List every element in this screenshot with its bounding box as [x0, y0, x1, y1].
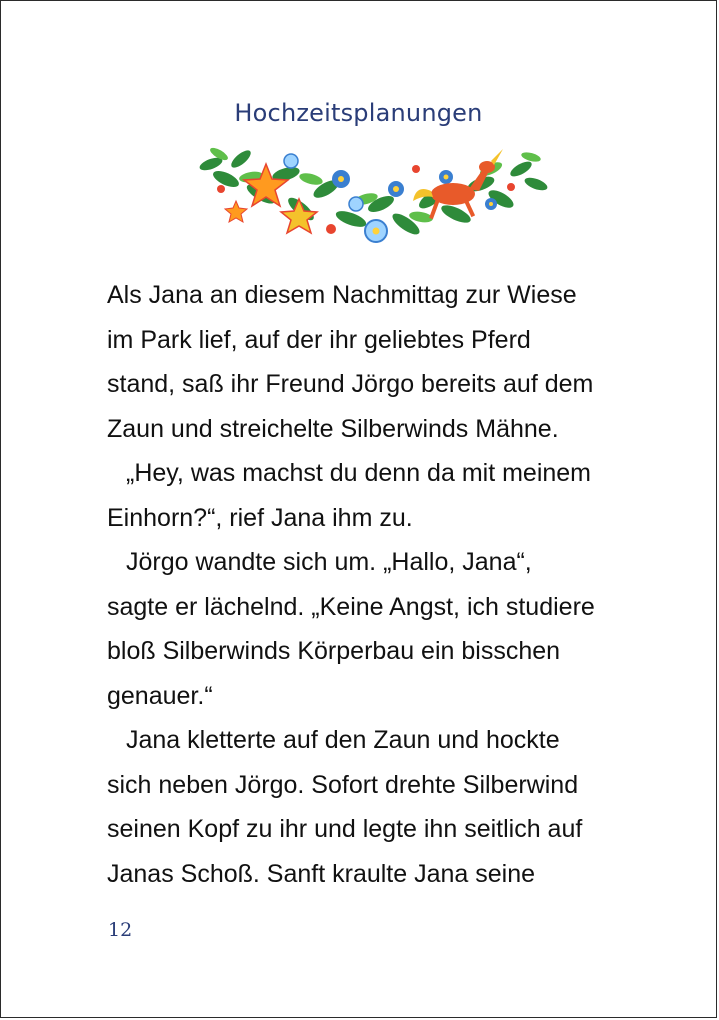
text-line: Zaun und streichelte Silberwinds Mähne. [107, 414, 559, 443]
floral-garland-icon [191, 139, 551, 254]
text-line: sich neben Jörgo. Sofort drehte Silberwind [107, 770, 579, 799]
text-line: im Park lief, auf der ihr geliebtes Pferd [107, 325, 531, 354]
story-text [107, 273, 627, 896]
text-line: Janas Schoß. Sanft kraulte Jana seine [107, 859, 536, 888]
text-line: Als Jana an diesem Nachmittag zur Wiese [107, 281, 577, 309]
text-line: seinen Kopf zu ihr und legte ihn seitlich auf [107, 815, 583, 843]
text-line: bloß Silberwinds Körperbau ein bisschen [107, 637, 561, 665]
text-line: stand, saß ihr Freund Jörgo bereits auf dem [107, 370, 594, 398]
chapter-title: Hochzeitsplanungen [234, 99, 483, 127]
page-number: 12 [108, 919, 133, 941]
text-line: genauer.“ [107, 681, 213, 710]
text-line: Jana kletterte auf den Zaun und hockte [126, 726, 560, 754]
text-line: Jörgo wandte sich um. „Hallo, Jana“, [126, 548, 532, 576]
text-line: Einhorn?“, rief Jana ihm zu. [107, 503, 413, 532]
text-line: „Hey, was machst du denn da mit meinem [126, 459, 592, 487]
text-line: sagte er lächelnd. „Keine Angst, ich studiere [107, 592, 595, 621]
